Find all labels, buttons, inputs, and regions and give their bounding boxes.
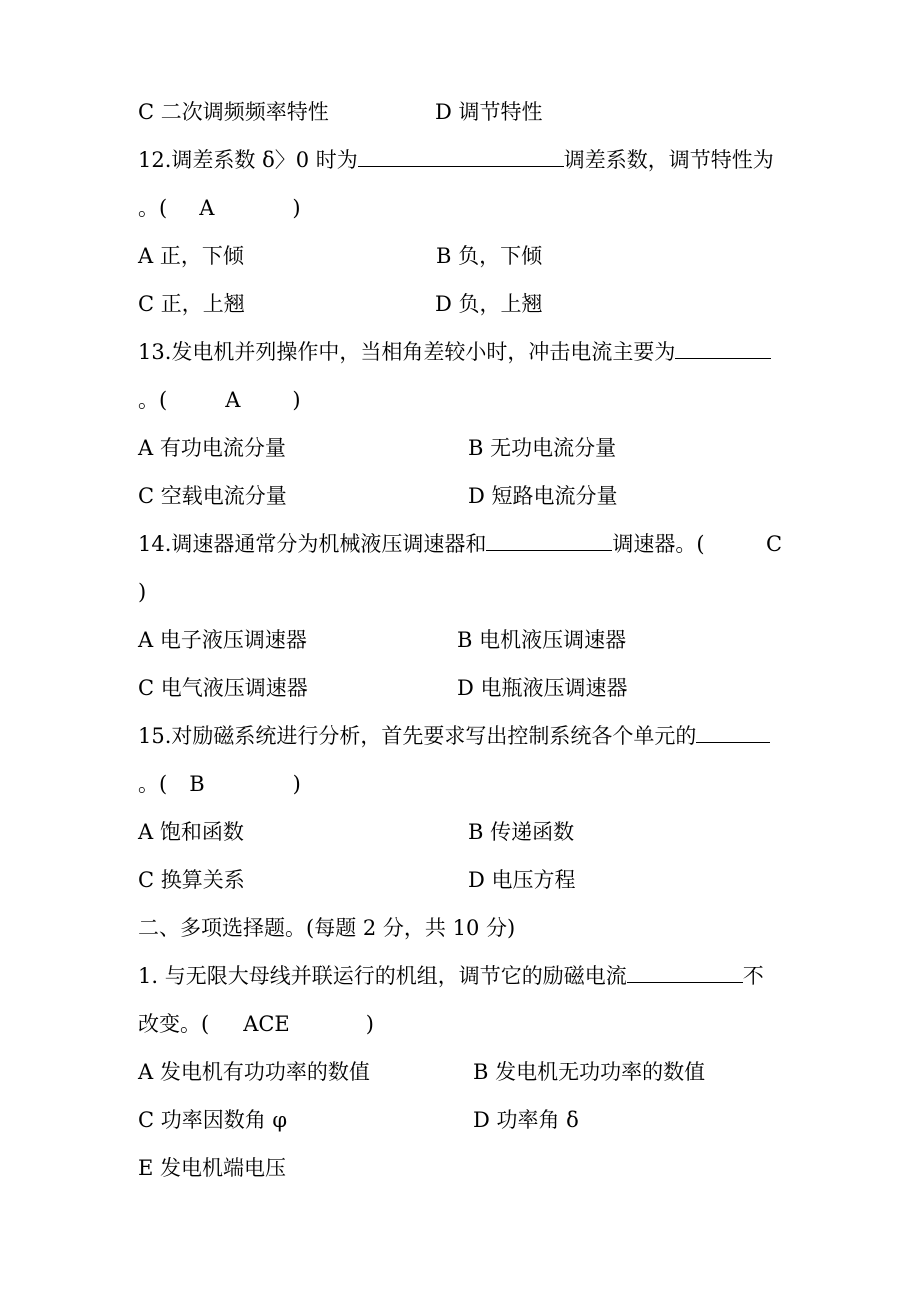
m1-option-e: E 发电机端电压 [138, 1156, 287, 1180]
q15-answer-open: 。( [138, 772, 168, 796]
m1-stem-part-b: 不 [742, 964, 764, 988]
m1-option-b: B 发电机无功功率的数值 [473, 1060, 706, 1084]
q14-option-b: B 电机液压调速器 [457, 628, 627, 652]
q14-answer: C [766, 532, 783, 556]
q13-option-d: D 短路电流分量 [468, 484, 618, 508]
m1-option-c: C 功率因数角 φ [138, 1108, 288, 1132]
q12-stem [138, 146, 774, 174]
q12-answer-close: ) [292, 196, 301, 220]
q14-stem-part-a: 14.调速器通常分为机械液压调速器和 [138, 532, 487, 556]
m1-answer-close: ) [365, 1012, 374, 1036]
q13-stem-text: 13.发电机并列操作中，当相角差较小时，冲击电流主要为 [138, 340, 676, 364]
q12-answer: A [199, 196, 215, 220]
q14-option-d: D 电瓶液压调速器 [457, 676, 628, 700]
q15-answer: B [189, 772, 205, 796]
q12-stem-part-b: 调差系数，调节特性为 [563, 148, 774, 172]
q13-stem [138, 338, 771, 366]
q14-stem-part-b: 调速器。( [612, 532, 705, 556]
section-heading: 二、多项选择题。(每题 2 分，共 10 分) [138, 916, 516, 940]
m1-blank [627, 962, 743, 983]
q12-option-c: C 正，上翘 [138, 292, 245, 316]
q13-blank [675, 338, 771, 359]
q15-option-c: C 换算关系 [138, 868, 245, 892]
m1-option-d: D 功率角 δ [473, 1108, 579, 1132]
m1-answer-line [138, 1010, 374, 1038]
q12-option-a: A 正，下倾 [138, 244, 244, 268]
q13-answer: A [225, 388, 241, 412]
q14-option-a: A 电子液压调速器 [138, 628, 307, 652]
m1-option-a: A 发电机有功功率的数值 [138, 1060, 370, 1084]
q13-option-c: C 空载电流分量 [138, 484, 287, 508]
q12-option-b: B 负，下倾 [436, 244, 543, 268]
q15-option-a: A 饱和函数 [138, 820, 244, 844]
q12-answer-open: 。( [138, 196, 168, 220]
q11-option-d: D 调节特性 [435, 100, 543, 124]
q11-option-c: C 二次调频频率特性 [138, 100, 329, 124]
q14-stem [138, 530, 705, 558]
q12-blank [358, 146, 564, 167]
q15-option-b: B 传递函数 [468, 820, 575, 844]
m1-stem-part-a: 1. 与无限大母线并联运行的机组，调节它的励磁电流 [138, 964, 627, 988]
q13-option-b: B 无功电流分量 [468, 436, 617, 460]
q14-option-c: C 电气液压调速器 [138, 676, 308, 700]
q14-answer-close: ) [138, 580, 147, 604]
m1-stem-continuation: 改变。( [138, 1012, 210, 1036]
m1-answer: ACE [243, 1012, 290, 1036]
q15-answer-close: ) [292, 772, 301, 796]
q12-option-d: D 负，上翘 [435, 292, 543, 316]
q13-answer-line [138, 386, 301, 414]
q12-answer-line [138, 194, 301, 222]
q15-answer-line [138, 770, 301, 798]
q13-option-a: A 有功电流分量 [138, 436, 286, 460]
q12-stem-part-a: 12.调差系数 δ〉0 时为 [138, 148, 358, 172]
q15-blank [696, 722, 770, 743]
q15-stem-text: 15.对励磁系统进行分析，首先要求写出控制系统各个单元的 [138, 724, 697, 748]
q13-answer-close: ) [292, 388, 301, 412]
q15-option-d: D 电压方程 [468, 868, 576, 892]
q14-blank [486, 530, 612, 551]
m1-stem [138, 962, 764, 990]
q13-answer-open: 。( [138, 388, 168, 412]
q15-stem [138, 722, 770, 750]
